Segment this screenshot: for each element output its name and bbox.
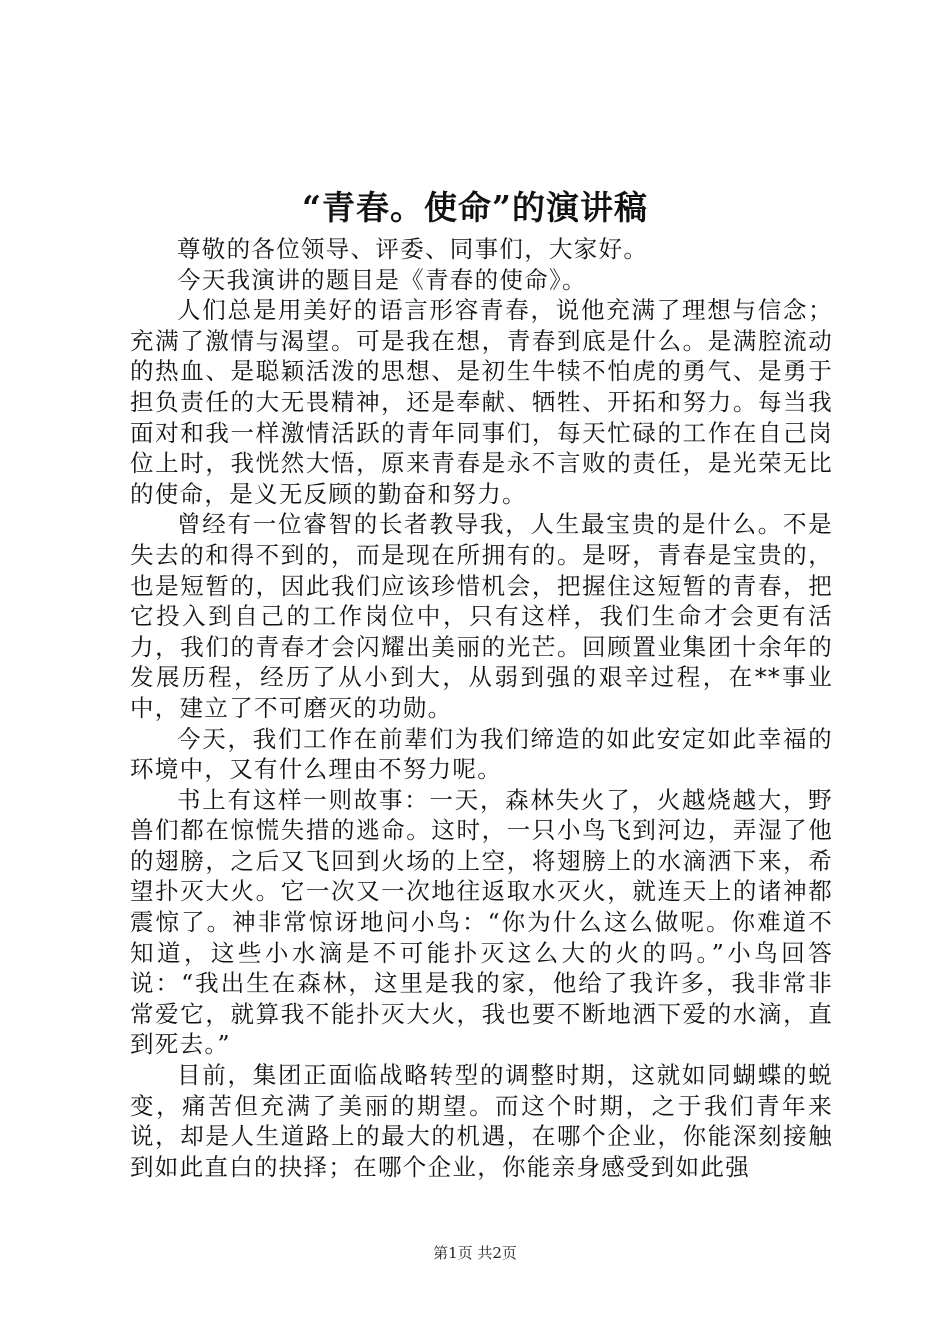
paragraph-today: 今天，我们工作在前辈们为我们缔造的如此安定如此幸福的环境中，又有什么理由不努力呢。 — [130, 724, 833, 784]
paragraph-youth-meaning: 人们总是用美好的语言形容青春，说他充满了理想与信念；充满了激情与渴望。可是我在想，青春到底是什么。是满腔流动的热血、是聪颖活泼的思想、是初生牛犊不怕虎的勇气、是勇于担负责任的大无畏精神，还是奉献、牺牲、开拓和努力。每当我面对和我一样激情活跃的青年同事们，每天忙碌的工作在自己岗位上时，我恍然大悟，原来青春是永不言败的责任，是光荣无比的使命，是义无反顾的勤奋和努力。 — [130, 296, 833, 508]
document-body — [130, 234, 833, 1182]
document-title: “青春。使命”的演讲稿 — [302, 188, 648, 227]
paragraph-greeting: 尊敬的各位领导、评委、同事们，大家好。 — [177, 235, 649, 263]
paragraph-bird-story: 书上有这样一则故事：一天，森林失火了，火越烧越大，野兽们都在惊慌失措的逃命。这时，一只小鸟飞到河边，弄湿了他的翅膀，之后又飞回到火场的上空，将翅膀上的水滴洒下来，希望扑灭大火。它一次又一次地往返取水灭火，就连天上的诸神都震惊了。神非常惊讶地问小鸟：“你为什么这么做呢。你难道不知道，这些小水滴是不可能扑灭这么大的火的吗。”小鸟回答说：“我出生在森林，这里是我的家，他给了我许多，我非常非常爱它，就算我不能扑灭大火，我也要不断地洒下爱的水滴，直到死去。” — [130, 785, 833, 1059]
paragraph-elder-teaching: 曾经有一位睿智的长者教导我，人生最宝贵的是什么。不是失去的和得不到的，而是现在所拥有的。是呀，青春是宝贵的，也是短暂的，因此我们应该珍惜机会，把握住这短暂的青春，把它投入到自己的工作岗位中，只有这样，我们生命才会更有活力，我们的青春才会闪耀出美丽的光芒。回顾置业集团十余年的发展历程，经历了从小到大，从弱到强的艰辛过程，在**事业中，建立了不可磨灭的功勋。 — [130, 510, 833, 722]
paragraph-topic: 今天我演讲的题目是《青春的使命》。 — [177, 265, 587, 294]
paragraph-transformation: 目前，集团正面临战略转型的调整时期，这就如同蝴蝶的蜕变，痛苦但充满了美丽的期望。而这个时期，之于我们青年来说，却是人生道路上的最大的机遇，在哪个企业，你能深刻接触到如此直白的抉择；在哪个企业，你能亲身感受到如此强 — [130, 1061, 833, 1181]
page-footer: 第1页 共2页 — [433, 1244, 517, 1262]
